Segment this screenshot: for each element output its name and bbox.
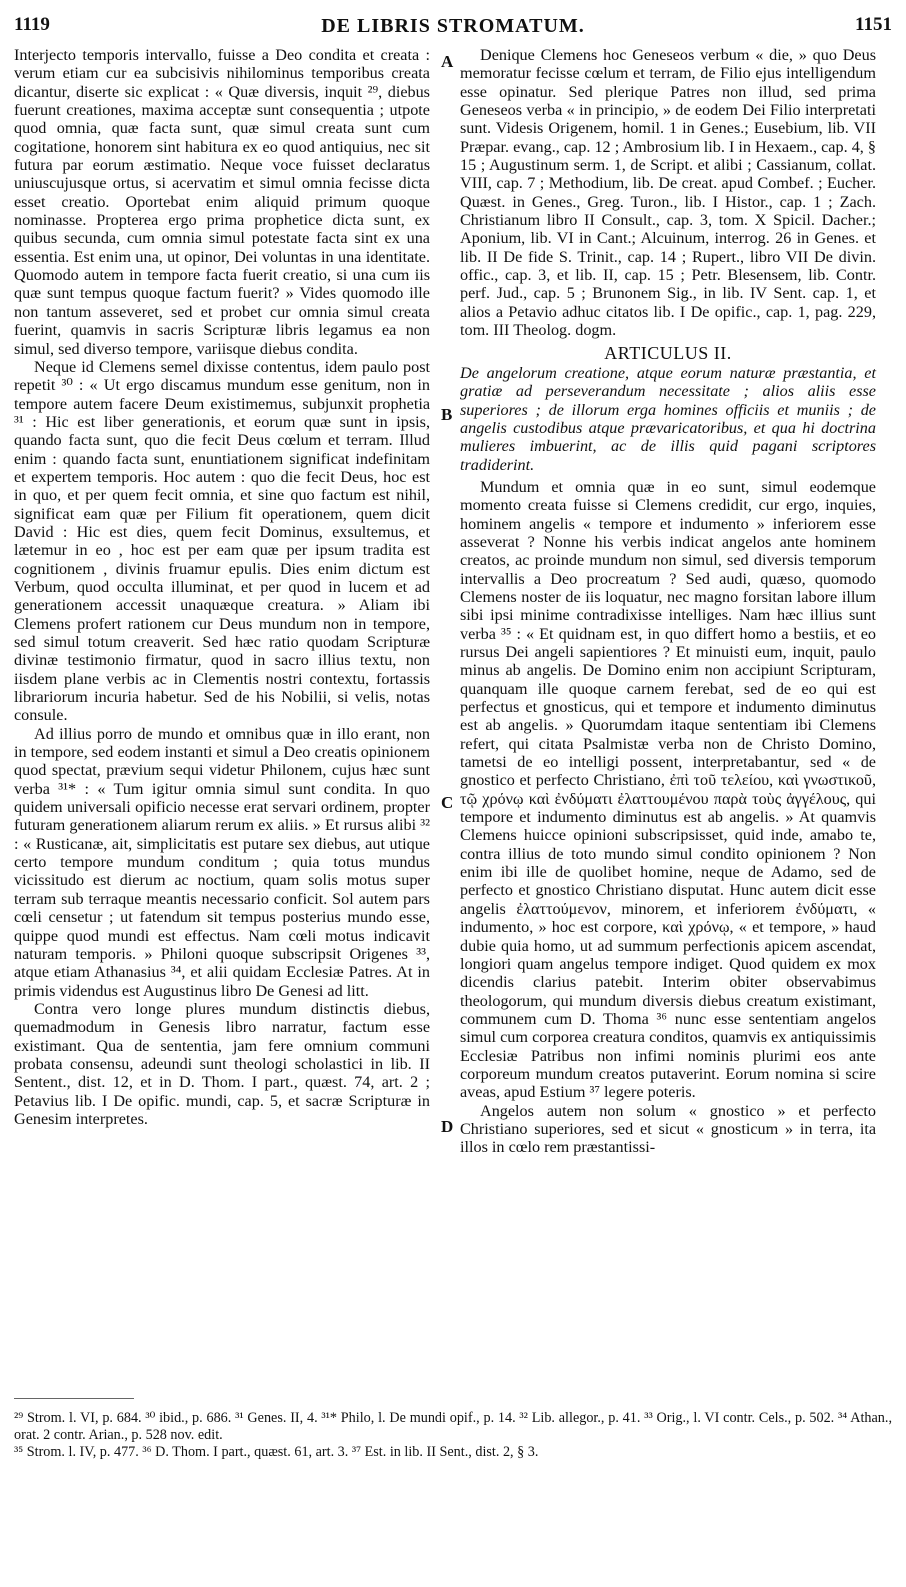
margin-letter-b: B: [441, 405, 453, 424]
right-page-number: 1151: [855, 14, 892, 35]
footnote-rule: [14, 1398, 134, 1399]
paragraph: Angelos autem non solum « gnostico » et perfecto Christiano superiores, sed et sicut « gnosticum » in terra, ita illos in cœlo rem præstantissi-: [460, 1101, 876, 1157]
footnote-line: ³⁵ Strom. l. IV, p. 477. ³⁶ D. Thom. I part., quæst. 61, art. 3. ³⁷ Est. in lib. II Sent., dist. 2, § 3.: [14, 1444, 539, 1460]
paragraph: Mundum et omnia quæ in eo sunt, simul eodemque momento creata fuisse si Clemens credidit, cur ergo, inquies, hominem angelis « tempore et indumento » inferiorem esse asseverat ? Nonne his verbis indicat angelos ante hominem creatos, ac proinde mundum non simul, sed diversis temporum intervallis a Deo procreatum ? Sed audi, quæso, quomodo Clemens noster de iis loquatur, nec magno forsitan labore illum sibi ipsi minime contradixisse intelliges. Nam hæc illius sunt verba ³⁵ : « Et quidnam est, in quo differt homo a bestiis, et eo rursus Dei angeli sapientiores ? Et minuisti eum, inquit, paulo minus ab angelis. De Domino enim non accipiunt Scripturam, quanquam ille quoque carnem ferebat, sed de eo qui est perfectus et gnosticus, qui et tempore et indumento diminutus est ab angelis. » Quorumdam itaque sententiam ibi Clemens refert, qui citata Psalmistæ verba non de Christo Domino, tametsi de eo intelligi possent, interpretabantur, sed « de gnostico et perfecto Christiano, ἐπὶ τοῦ τελείου, καὶ γνωστικοῦ, τῷ χρόνῳ καὶ ἐνδύματι ἐλαττουμένου παρὰ τοὺς ἀγγέλους, qui tempore et indumento diminutus est ab angelis. » At quamvis Clemens huicce opinioni subscripsisset, quid inde, amabo te, contra illius de toto mundo simul condito opinionem ? Non enim ibi ille de quolibet homine, neque de Adamo, sed de perfecto et gnostico Christiano disputat. Hunc autem dicit esse angelis ἐλαττούμενον, minorem, et inferiorem ἐνδύματι, « indumento, » hoc est corpore, καὶ χρόνῳ, « et tempore, » haud dubie quia homo, ut ad summum perfectionis apicem ascendat, longiori quam angelus tempore indiget. Quod quidem ex mox dicendis clarius patebit. Interim obiter observabimus theologorum, qui mundum diversis diebus creatum existimant, communem cum D. Thoma ³⁶ nunc esse sententiam angelos simul cum corporea creatura conditos, quamvis ex antiquissimis Ecclesiæ Patribus non infimi nominis plurimi eos ante corporeum mundum creatos putaverint. Eorum nomina si scire aveas, apud Estium ³⁷ legere poteris.: [460, 477, 876, 1102]
paragraph: Denique Clemens hoc Geneseos verbum « die, » quo Deus memoratur fecisse cœlum et terram, de Filio ejus intelligendum esse opinatur. Sed plerique Patres non illud, sed prima Geneseos verba « in principio, » de eodem Dei Filio interpretati sunt. Videsis Origenem, homil. 1 in Genes.; Eusebium, lib. VII Præpar. evang., cap. 12 ; Ambrosium lib. I in Hexaem., cap. 4, § 15 ; Augustinum serm. 1, de Script. et alibi ; Cassianum, collat. VIII, cap. 7 ; Methodium, lib. De creat. apud Combef. ; Eucher. Quæst. in Genes., Greg. Turon., lib. I Histor., cap. 1 ; Zach. Christianum libro II Consult., cap. 3, tom. X Spicil. Dacher.; Aponium, lib. VI in Cant.; Alcuinum, interrog. 26 in Genes. et lib. II De fide S. Trinit., cap. 14 ; Rupert., libro VII De divin. offic., cap. 3, et lib. II, cap. 15 ; Petr. Blesensem, lib. Contr. perf. Jud., cap. 5 ; Brunonem Sig., in lib. IV Sent. cap. 1, et alios a Petavio adhuc citatos lib. I De opific., cap. 1, pag. 229, tom. III Theolog. dogm.: [460, 46, 876, 340]
margin-letter-c: C: [441, 793, 454, 812]
margin-letter-a: A: [441, 52, 454, 71]
paragraph: Contra vero longe plures mundum distinctis diebus, quemadmodum in Genesis libro narratur, factum esse existimant. Qua de sententia, jam fere omnium communi probata consensu, adeundi sunt theologi scholastici in lib. II Sentent., dist. 12, et in D. Thom. I part., quæst. 74, art. 2 ; Petavius lib. I De opific. mundi, cap. 5, et sacræ Scripturæ in Genesim interpretes.: [14, 999, 430, 1128]
margin-letter-d: D: [441, 1117, 454, 1136]
paragraph: Ad illius porro de mundo et omnibus quæ in illo erant, non in tempore, sed eodem instanti et simul a Deo creatis opinionem quod spectat, prævium sequi videtur Philonem, cujus hæc sunt verba ³¹* : « Tum igitur omnia simul sunt condita. In quo quidem universali opificio necesse erat servari ordinem, propter futuram generationem aliarum rerum ex aliis. » Et rursus alibi ³² : « Rusticanæ, ait, simplicitatis est putare sex diebus, aut utique certo tempore mundum conditum ; quia totus mundus vicissitudo est dierum ac noctium, quam solis motus super terram sub terraque meantis necessario conficit. Sol autem pars cœli censetur ; ut fatendum sit tempus posterius mundo esse, quippe quod mundi est effectus. Nam cœli motus indicavit naturam temporis. » Philoni quoque subscripsit Origenes ³³, atque etiam Athanasius ³⁴, et alii quidam Ecclesiæ Patres. At in primis videndus est Augustinus libro De Genesi ad litt.: [14, 724, 430, 1000]
left-page-number: 1119: [14, 14, 50, 35]
paragraph: Interjecto temporis intervallo, fuisse a Deo condita et creata : verum etiam cur ea subcisivis nihilominus temporibus creata dicantur, diserte sic explicat : « Quæ diversis, inquit ²⁹, diebus fuerunt creationes, maxima acceptæ sunt consequentia ; utpote quod omnia, quæ facta sunt, quæ simul creata sunt cum cogitatione, honorem sint habitura ex eo quod antiquius, nec sit futura par eorum æstimatio. Neque voce fuisset declaratus uniuscujusque ortus, si acervatim et simul omnia fecisse dicta esset creatio. Oportebat enim aliquid primum quoque nominasse. Propterea ergo prima prophetice dicta sunt, ex quibus secunda, cum omnia simul potestate facta sint ex una essentia. Est enim una, ut opinor, Dei voluntas in una identitate. Quomodo autem in tempore facta fuerit creatio, si una cum iis quæ sunt tempus quoque factum fuerit? » Vides quomodo ille non tantum asseveret, sed et probet cur omnia simul creata fuerint, quamvis in sacris Scripturæ libris legamus ea non simul, sed diverso tempore, variisque diebus condita.: [14, 46, 430, 358]
running-header: [14, 14, 892, 40]
footnote-line: ²⁹ Strom. l. VI, p. 684. ³⁰ ibid., p. 686. ³¹ Genes. II, 4. ³¹* Philo, l. De mundi opif., p. 14. ³² Lib. allegor., p. 41. ³³ Orig., l. VI contr. Cels., p. 502. ³⁴ Athan., orat. 2 contr. Arian., p. 528 nov. edit.: [14, 1410, 892, 1443]
paragraph: Neque id Clemens semel dixisse contentus, idem paulo post repetit ³⁰ : « Ut ergo discamus mundum esse genitum, non in tempore autem facere Deum existimemus, subjunxit prophetia ³¹ : Hic est liber generationis, et eorum quæ sunt in ipsis, quando facta sunt, quo die fecit Deus cœlum et terram. Illud enim : quando facta sunt, enuntiationem significat indefinitam et expertem temporis. Hoc autem : quo die fecit Deus, hoc est in quo, et per quem fecit omnia, et sine quo factum est nihil, significat eam quæ per Filium fit operationem, quem dicit David : Hic est dies, quem fecit Dominus, exsultemus, et lætemur in eo , hoc est per eam quæ per ipsum tradita est cognitionem , divinis fruamur epulis. Dies enim dictum est Verbum, quod occulta illuminat, et per quod in lucem et ad generationem accessit unaquæque creatura. » Aliam ibi Clemens profert rationem cur Deus mundum non in tempore, sed simul totum creaverit. Sed hæc ratio quodam Scripturæ divinæ testimonio firmatur, quod in sacro illius textu, non iisdem plane verbis ac in Clementis nostri contextu, fortassis librariorum incuria habetur. Sed de his Nobilii, si velis, notas consule.: [14, 357, 430, 725]
running-title: DE LIBRIS STROMATUM.: [321, 15, 585, 37]
right-column: [460, 46, 876, 1157]
footnotes: [14, 1410, 892, 1461]
article-argument: De angelorum creatione, atque eorum naturæ præstantia, et gratiæ ad perseverandum necessitate ; alios aliis esse superiores ; de illorum erga homines officiis et muniis ; de angelis custodibus atque prævaricatoribus, et qua hi doctrina mulieres imbuerint, ac de illis quid pagani scriptores tradiderint.: [460, 363, 876, 474]
left-column: [14, 46, 430, 1128]
article-heading: ARTICULUS II.: [604, 342, 732, 363]
